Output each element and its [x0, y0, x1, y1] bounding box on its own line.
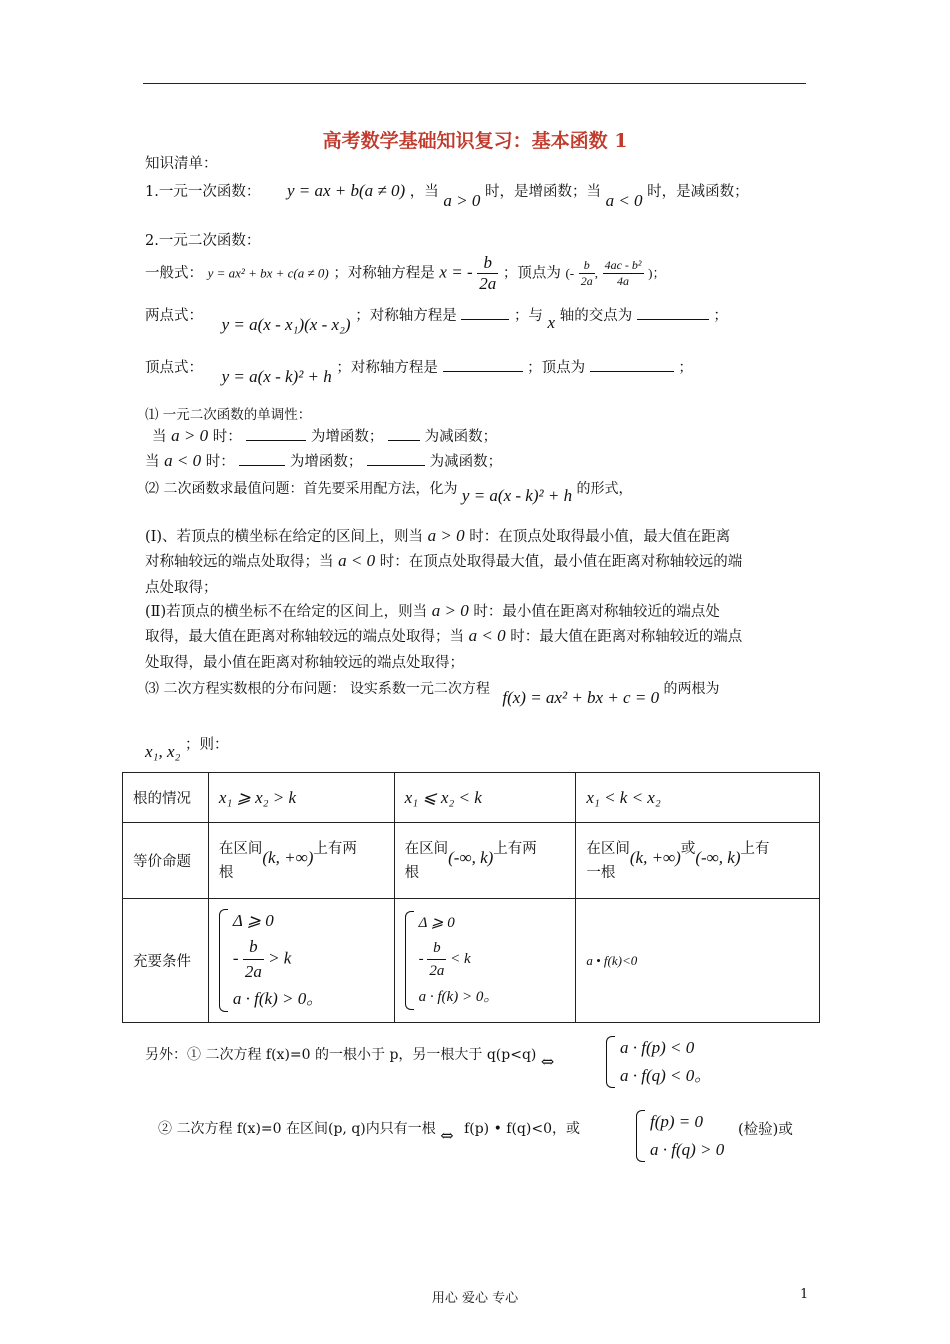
brace-icon: [405, 911, 414, 1010]
brace-icon: [636, 1110, 645, 1162]
roots-heading: ⑶ 二次方程实数根的分布问题： 设实系数一元二次方程 f(x) = ax² + bx + c = 0 的两根为: [145, 681, 720, 707]
table-cell: 在区间(k, +∞)上有两 根: [208, 823, 394, 899]
page-footer: 用心 爱心 专心: [431, 1291, 519, 1306]
table-cell: [208, 899, 394, 1023]
table-cell: 在区间(k, +∞)或(-∞, k)上有 一根: [576, 823, 820, 899]
roots-vars: x₁, x₂ ；则：: [145, 737, 229, 761]
answer-blank[interactable]: [443, 357, 523, 372]
roots-distribution-table: [122, 772, 820, 1023]
page-number: 1: [800, 1287, 809, 1302]
case-2-line-3: 处取得，最小值在距离对称轴较远的端点处取得；: [145, 655, 464, 671]
table-cell: a • f(k)<0: [576, 899, 820, 1023]
condition-system: Δ ⩾ 0 - $\frac{b}{2a}$ < k a · f(k) > 0。: [405, 909, 566, 1012]
table-cell: 根的情况: [123, 773, 209, 823]
brace-icon: [219, 909, 228, 1012]
answer-blank[interactable]: [246, 426, 306, 441]
case-1-line-2: 对称轴较远的端点处取得；当 a < 0 时：在顶点处取得最大值，最小值在距离对称轴较远的端: [145, 551, 743, 570]
extra-note-2: ② 二次方程 f(x)=0 在区间(p, q)内只有一根 ⇔ f(p) • f(q)<0，或: [158, 1121, 580, 1145]
table-row: [123, 899, 820, 1023]
answer-blank[interactable]: [461, 305, 509, 320]
intro-label: 知识清单：: [145, 156, 218, 172]
condition-system-1: a · f(p) < 0 a · f(q) < 0。: [606, 1034, 711, 1090]
extreme-heading: ⑵ 二次函数求最值问题：首先要采用配方法，化为 y = a(x - k)² + h 的形式，: [145, 481, 633, 505]
condition-system: Δ ⩾ 0 - $\frac{b}{2a}$ > k a · f(k) > 0。: [219, 907, 384, 1014]
answer-blank[interactable]: [637, 305, 709, 320]
page-title: 高考数学基础知识复习：基本函数 1: [322, 130, 628, 152]
table-cell: x₁ ⩾ x₂ > k: [208, 773, 394, 823]
linear-formula: y = ax + b(a ≠ 0): [286, 181, 406, 200]
monotonicity-line-2: 当 a < 0 时： 为增函数； 为减函数；: [145, 451, 503, 470]
monotonicity-heading: ⑴ 一元二次函数的单调性：: [145, 407, 312, 423]
section-1: 1.一元一次函数： y = ax + b(a ≠ 0) ，当 a > 0 时，是增函数；当 a < 0 时，是减函数；: [145, 181, 749, 210]
section-2-heading: 2.一元二次函数：: [145, 233, 261, 249]
general-form: 一般式： y = ax² + bx + c(a ≠ 0) ；对称轴方程是 x = - $\frac{b}{2a}$ ；顶点为 (- $\frac{b}{2a}$ , $\frac{\text{4ac - b²}}{4a}$ )；: [145, 253, 666, 293]
check-note: (检验)或: [738, 1122, 793, 1138]
table-cell: 等价命题: [123, 823, 209, 899]
table-cell: 在区间(-∞, k)上有两 根: [394, 823, 576, 899]
table-cell: x₁ < k < x₂: [576, 773, 820, 823]
monotonicity-line-1: 当 a > 0 时： 为增函数； 为减函数；: [152, 426, 498, 445]
case-1-line-3: 点处取得；: [145, 580, 218, 596]
answer-blank[interactable]: [590, 357, 674, 372]
axis-fraction: $\frac{b}{2a}$: [479, 253, 497, 293]
two-point-form: 两点式： y = a(x - x₁)(x - x₂) ；对称轴方程是 ；与 x 轴的交点为 ；: [145, 304, 728, 325]
answer-blank[interactable]: [388, 426, 420, 441]
table-cell: x₁ ⩽ x₂ < k: [394, 773, 576, 823]
header-rule: [143, 83, 806, 84]
answer-blank[interactable]: [239, 451, 285, 466]
case-2-line-2: 取得，最大值在距离对称轴较远的端点处取得；当 a < 0 时：最大值在距离对称轴较近的端点: [145, 626, 743, 645]
table-row: [123, 823, 820, 899]
answer-blank[interactable]: [367, 451, 425, 466]
table-row: [123, 773, 820, 823]
table-cell: [394, 899, 576, 1023]
case-2-line-1: (Ⅱ)若顶点的横坐标不在给定的区间上，则当 a > 0 时：最小值在距离对称轴较近的端点处: [145, 601, 720, 620]
condition-system-2: f(p) = 0 a · f(q) > 0: [636, 1108, 724, 1164]
case-1-line-1: (Ⅰ)、若顶点的横坐标在给定的区间上，则当 a > 0 时：在顶点处取得最小值，最大值在距离: [145, 526, 731, 545]
extra-note-1: 另外：① 二次方程 f(x)=0 的一根小于 p，另一根大于 q(p<q) ⇔: [145, 1047, 555, 1071]
brace-icon: [606, 1036, 615, 1088]
table-cell: 充要条件: [123, 899, 209, 1023]
vertex-form: 顶点式： y = a(x - k)² + h ；对称轴方程是 ；顶点为 ；: [145, 356, 693, 377]
